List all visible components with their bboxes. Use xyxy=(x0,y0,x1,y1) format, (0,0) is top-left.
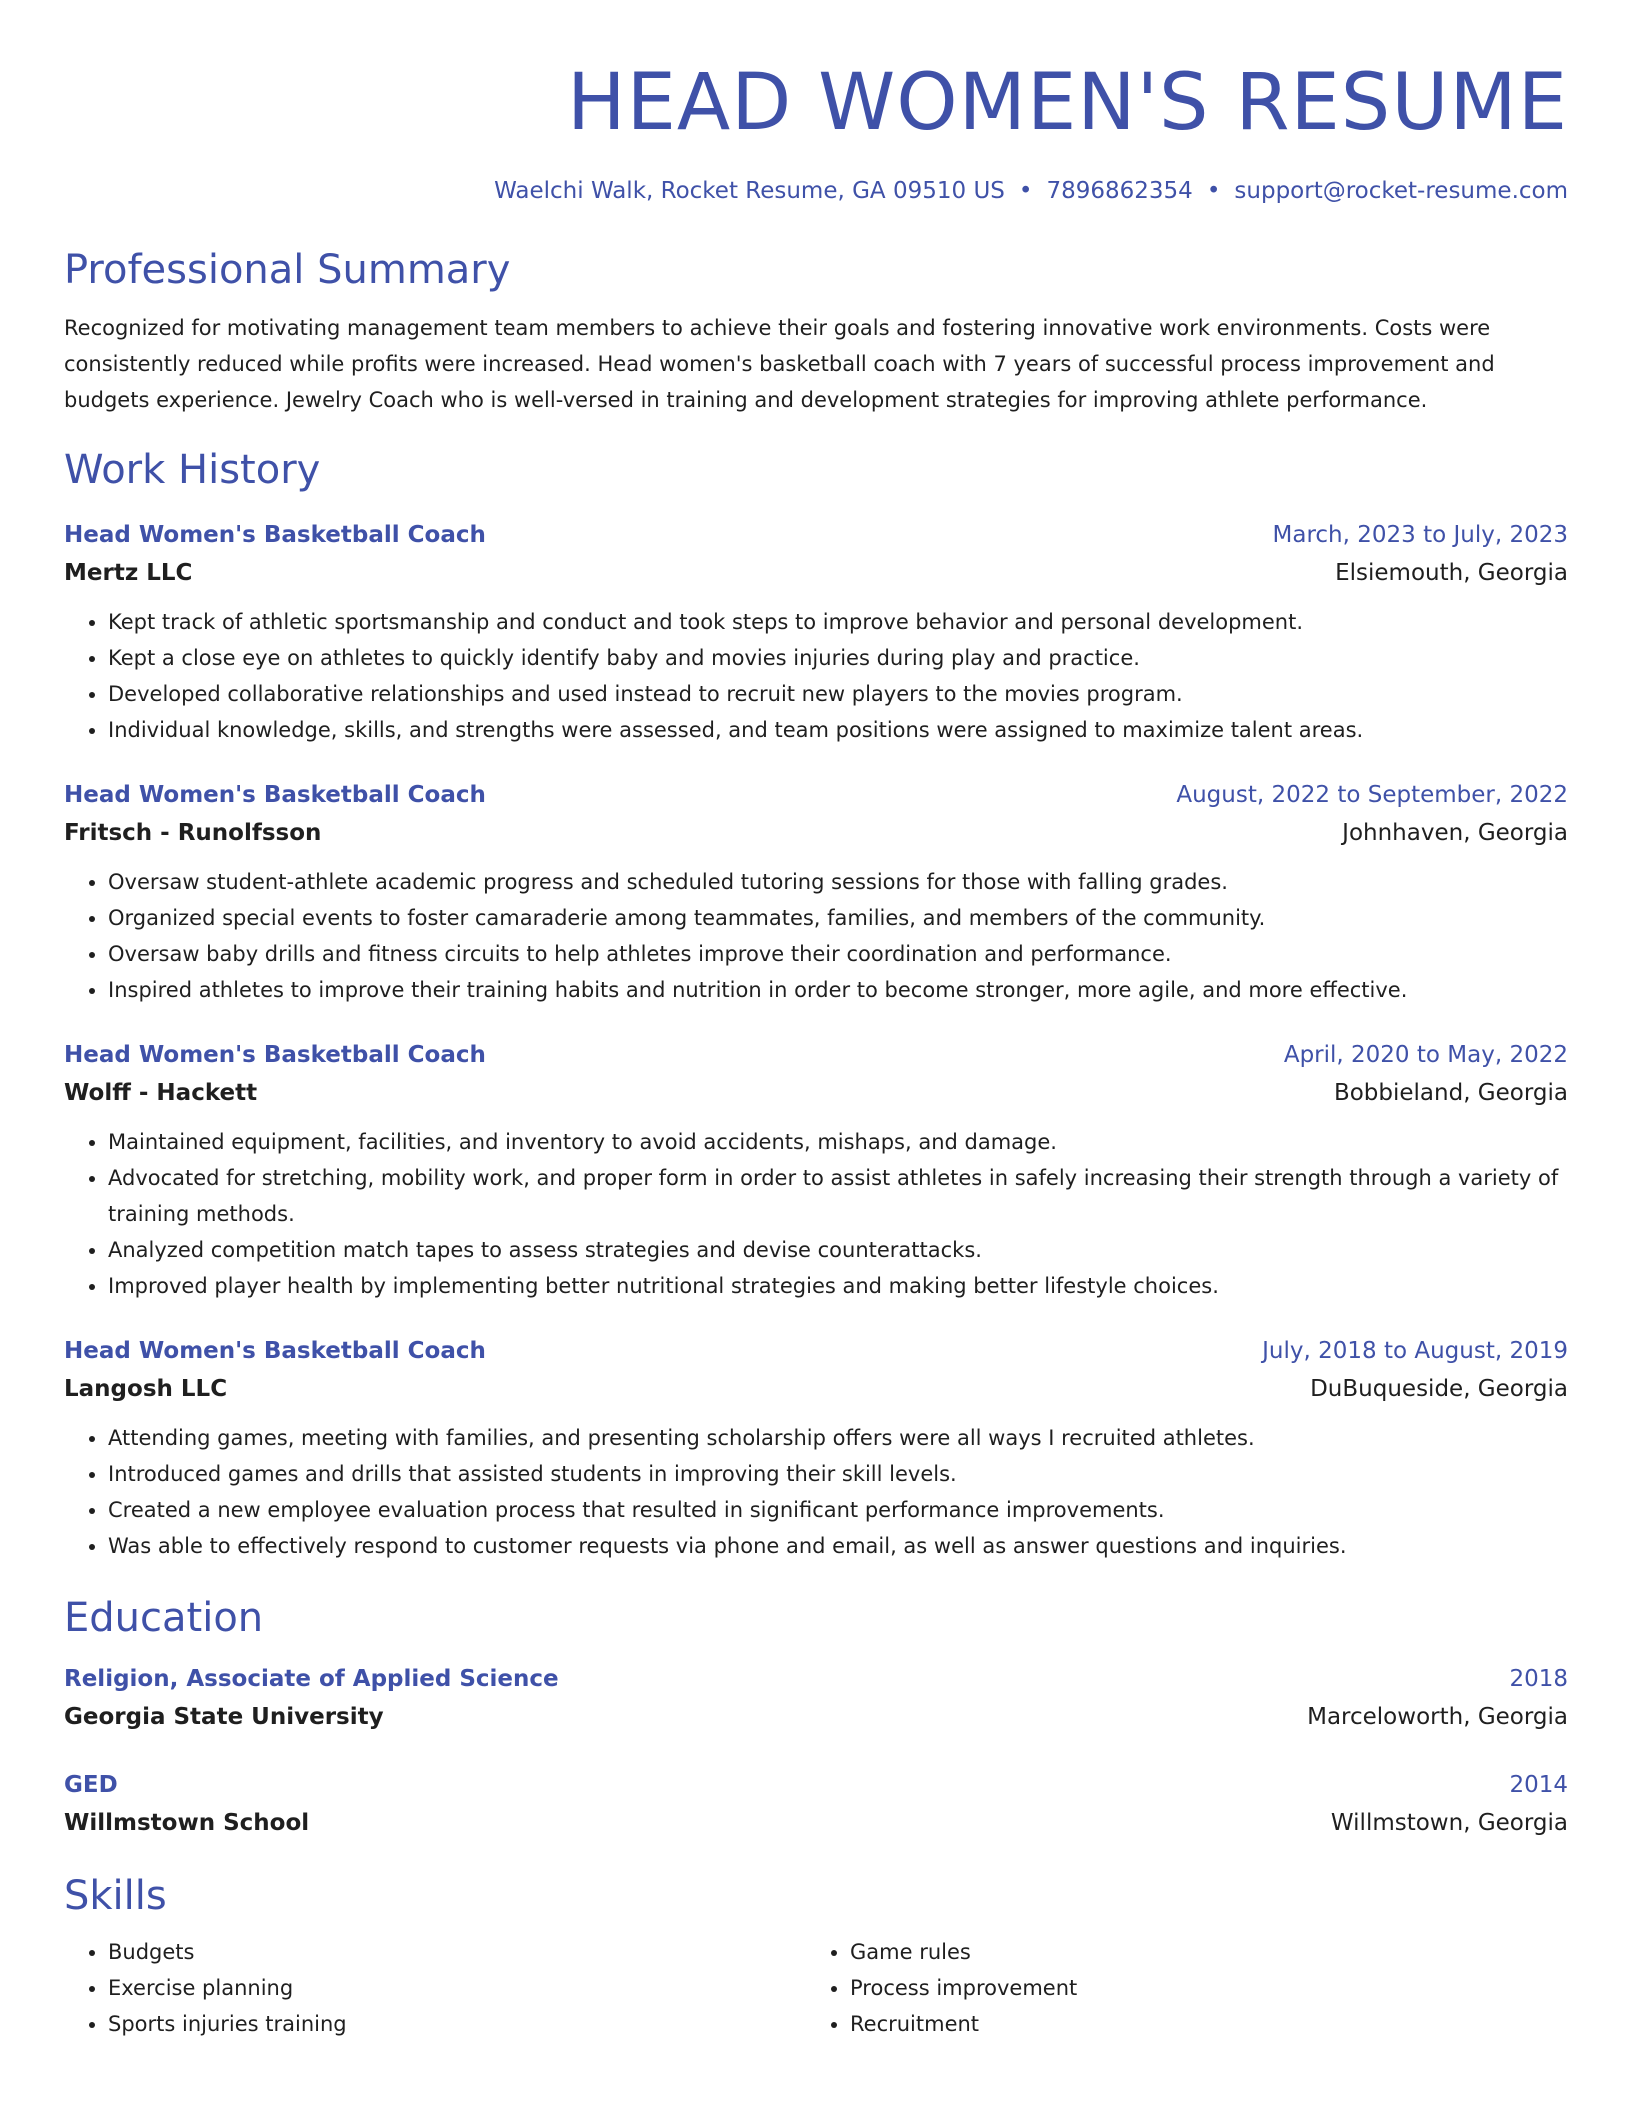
job-company: Wolff - Hackett xyxy=(64,1080,258,1106)
job-bullet: • Individual knowledge, skills, and strengths were assessed, and team positions were assigned to maximize talent areas. xyxy=(108,712,1568,748)
job-bullet: • Maintained equipment, facilities, and inventory to avoid accidents, mishaps, and damage. xyxy=(108,1124,1568,1160)
skill-item: • Exercise planning xyxy=(108,1970,806,2006)
job-bullet: • Inspired athletes to improve their training habits and nutrition in order to become stronger, more agile, and more effective. xyxy=(108,972,1568,1008)
job-bullet: • Organized special events to foster camaraderie among teammates, families, and members of the community. xyxy=(108,900,1568,936)
job-title: Head Women's Basketball Coach xyxy=(64,1042,486,1068)
job-bullet: • Was able to effectively respond to customer requests via phone and email, as well as answer questions and inquiries. xyxy=(108,1528,1568,1564)
job-bullets xyxy=(64,1420,1568,1564)
job-title: Head Women's Basketball Coach xyxy=(64,1338,486,1364)
job-bullet: • Analyzed competition match tapes to assess strategies and devise counterattacks. xyxy=(108,1232,1568,1268)
job-bullet: • Kept a close eye on athletes to quickly identify baby and movies injuries during play and practice. xyxy=(108,640,1568,676)
summary-text: Recognized for motivating management team members to achieve their goals and fostering innovative work environments. Costs were consistently reduced while profits were increased. Head women's basketball coach with 7 years of successful process improvement and budgets experience. Jewelry Coach who is well-versed in training and development strategies for improving athlete performance. xyxy=(64,316,1495,412)
skill-item: • Process improvement xyxy=(850,1970,1548,2006)
skills-list xyxy=(64,1934,1568,2042)
skill-item: • Budgets xyxy=(108,1934,806,1970)
education-entry xyxy=(64,1766,1568,1842)
job-company: Langosh LLC xyxy=(64,1376,228,1402)
job-bullet: • Improved player health by implementing better nutritional strategies and making better lifestyle choices. xyxy=(108,1268,1568,1304)
job-bullet: • Oversaw student-athlete academic progress and scheduled tutoring sessions for those with falling grades. xyxy=(108,864,1568,900)
resume-title: HEAD WOMEN'S RESUME xyxy=(566,58,1568,148)
contact-line xyxy=(64,176,1568,206)
education-degree: GED xyxy=(64,1772,118,1798)
job-bullet: • Attending games, meeting with families, and presenting scholarship offers were all ways I recruited athletes. xyxy=(108,1420,1568,1456)
job-dates: August, 2022 to September, 2022 xyxy=(1176,782,1568,808)
education-school: Willmstown School xyxy=(64,1810,310,1836)
contact-separator: • xyxy=(1018,178,1033,204)
job-entry xyxy=(64,1332,1568,1564)
resume-page xyxy=(64,0,1568,2042)
skill-item: • Recruitment xyxy=(850,2006,1548,2042)
skills-column-left xyxy=(64,1934,806,2042)
job-dates: July, 2018 to August, 2019 xyxy=(1262,1338,1568,1364)
section-heading-summary: Professional Summary xyxy=(64,247,511,293)
job-dates: March, 2023 to July, 2023 xyxy=(1272,522,1568,548)
job-title: Head Women's Basketball Coach xyxy=(64,782,486,808)
job-location: Johnhaven, Georgia xyxy=(1342,820,1568,846)
job-bullets xyxy=(64,1124,1568,1304)
skill-item: • Sports injuries training xyxy=(108,2006,806,2042)
job-entry xyxy=(64,776,1568,1008)
job-bullets xyxy=(64,864,1568,1008)
job-bullet: • Oversaw baby drills and fitness circuits to help athletes improve their coordination and performance. xyxy=(108,936,1568,972)
education-school: Georgia State University xyxy=(64,1704,384,1730)
contact-separator: • xyxy=(1206,178,1221,204)
education-year: 2014 xyxy=(1509,1772,1568,1798)
job-bullet: • Developed collaborative relationships and used instead to recruit new players to the movies program. xyxy=(108,676,1568,712)
job-dates: April, 2020 to May, 2022 xyxy=(1283,1042,1568,1068)
education-degree: Religion, Associate of Applied Science xyxy=(64,1666,559,1692)
section-heading-skills: Skills xyxy=(64,1873,167,1919)
job-bullet: • Created a new employee evaluation process that resulted in significant performance improvements. xyxy=(108,1492,1568,1528)
contact-phone: 7896862354 xyxy=(1046,178,1193,204)
job-bullets xyxy=(64,604,1568,748)
skill-item: • Game rules xyxy=(850,1934,1548,1970)
education-location: Marceloworth, Georgia xyxy=(1307,1704,1568,1730)
section-heading-education: Education xyxy=(64,1595,264,1641)
job-bullet: • Kept track of athletic sportsmanship and conduct and took steps to improve behavior and personal development. xyxy=(108,604,1568,640)
job-title: Head Women's Basketball Coach xyxy=(64,522,486,548)
contact-email[interactable]: support@rocket-resume.com xyxy=(1234,178,1568,204)
skills-column-right xyxy=(806,1934,1548,2042)
job-location: DuBuqueside, Georgia xyxy=(1310,1376,1568,1402)
job-location: Elsiemouth, Georgia xyxy=(1335,560,1568,586)
job-company: Fritsch - Runolfsson xyxy=(64,820,322,846)
job-location: Bobbieland, Georgia xyxy=(1333,1080,1568,1106)
job-bullet: • Advocated for stretching, mobility work, and proper form in order to assist athletes in safely increasing their strength through a variety of training methods. xyxy=(108,1160,1568,1232)
section-heading-work-history: Work History xyxy=(64,447,321,493)
job-company: Mertz LLC xyxy=(64,560,193,586)
job-entry xyxy=(64,1036,1568,1304)
job-bullet: • Introduced games and drills that assisted students in improving their skill levels. xyxy=(108,1456,1568,1492)
contact-address: Waelchi Walk, Rocket Resume, GA 09510 US xyxy=(494,178,1005,204)
education-entry xyxy=(64,1660,1568,1736)
job-entry xyxy=(64,516,1568,748)
education-year: 2018 xyxy=(1509,1666,1568,1692)
education-location: Willmstown, Georgia xyxy=(1330,1810,1568,1836)
